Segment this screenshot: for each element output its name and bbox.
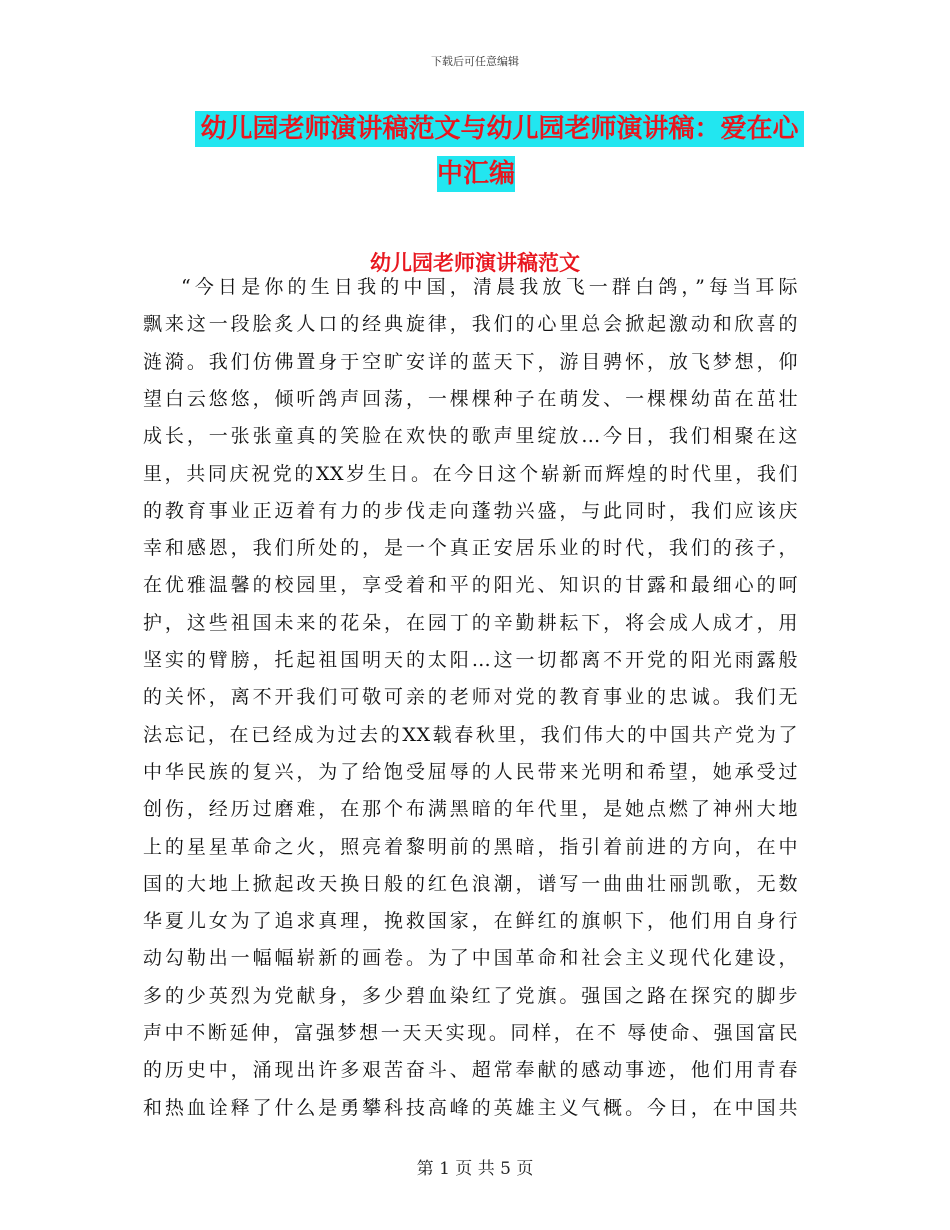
body-line: 中华民族的复兴，为了给饱受屈辱的人民带来光明和希望，她承受过 <box>143 760 798 783</box>
document-title-line-2: 中汇编 <box>437 156 515 192</box>
body-line: 里，共同庆祝党的XX岁生日。在今日这个崭新而辉煌的时代里，我们 <box>143 462 798 485</box>
body-line: 护，这些祖国未来的花朵，在园丁的辛勤耕耘下，将会成人成才，用 <box>143 611 798 634</box>
body-line: “今日是你的生日我的中国，清晨我放飞一群白鸽，”每当耳际 <box>181 276 798 298</box>
body-line: 和热血诠释了什么是勇攀科技高峰的英雄主义气概。今日，在中国共 <box>143 1096 798 1119</box>
body-line: 飘来这一段脍炙人口的经典旋律，我们的心里总会掀起激动和欣喜的 <box>143 313 798 336</box>
body-line: 成长，一张张童真的笑脸在欢快的歌声里绽放…今日，我们相聚在这 <box>143 425 798 448</box>
page-footer: 第 1 页 共 5 页 <box>416 1159 534 1179</box>
body-line: 华夏儿女为了追求真理，挽救国家，在鲜红的旗帜下，他们用自身行 <box>143 910 798 933</box>
body-line: 上的星星革命之火，照亮着黎明前的黑暗，指引着前进的方向，在中 <box>143 835 798 858</box>
body-line: 的教育事业正迈着有力的步伐走向蓬勃兴盛，与此同时，我们应该庆 <box>143 499 798 522</box>
body-line: 的历史中，涌现出许多艰苦奋斗、超常奉献的感动事迹，他们用青春 <box>143 1059 798 1082</box>
document-title-line-1: 幼儿园老师演讲稿范文与幼儿园老师演讲稿：爱在心 <box>195 111 804 147</box>
section-subtitle: 幼儿园老师演讲稿范文 <box>370 251 580 275</box>
body-line: 望白云悠悠，倾听鸽声回荡，一棵棵种子在萌发、一棵棵幼苗在茁壮 <box>143 387 798 410</box>
body-line: 动勾勒出一幅幅崭新的画卷。为了中国革命和社会主义现代化建设， <box>143 947 798 970</box>
header-note: 下载后可任意编辑 <box>431 55 519 68</box>
body-line: 幸和感恩，我们所处的，是一个真正安居乐业的时代，我们的孩子， <box>143 537 798 560</box>
body-line: 涟漪。我们仿佛置身于空旷安详的蓝天下，游目骋怀，放飞梦想，仰 <box>143 350 798 373</box>
body-line: 国的大地上掀起改天换日般的红色浪潮，谱写一曲曲壮丽凯歌，无数 <box>143 872 798 895</box>
body-line: 法忘记，在已经成为过去的XX载春秋里，我们伟大的中国共产党为了 <box>143 723 798 746</box>
body-line: 创伤，经历过磨难，在那个布满黑暗的年代里，是她点燃了神州大地 <box>143 798 798 821</box>
body-line: 多的少英烈为党献身，多少碧血染红了党旗。强国之路在探究的脚步 <box>143 984 798 1007</box>
body-line: 坚实的臂膀，托起祖国明天的太阳…这一切都离不开党的阳光雨露般 <box>143 649 798 671</box>
body-line: 的关怀，离不开我们可敬可亲的老师对党的教育事业的忠诚。我们无 <box>143 686 798 709</box>
body-line: 声中不断延伸，富强梦想一天天实现。同样，在不 辱使命、强国富民 <box>143 1022 798 1044</box>
body-line: 在优雅温馨的校园里，享受着和平的阳光、知识的甘露和最细心的呵 <box>143 574 798 597</box>
